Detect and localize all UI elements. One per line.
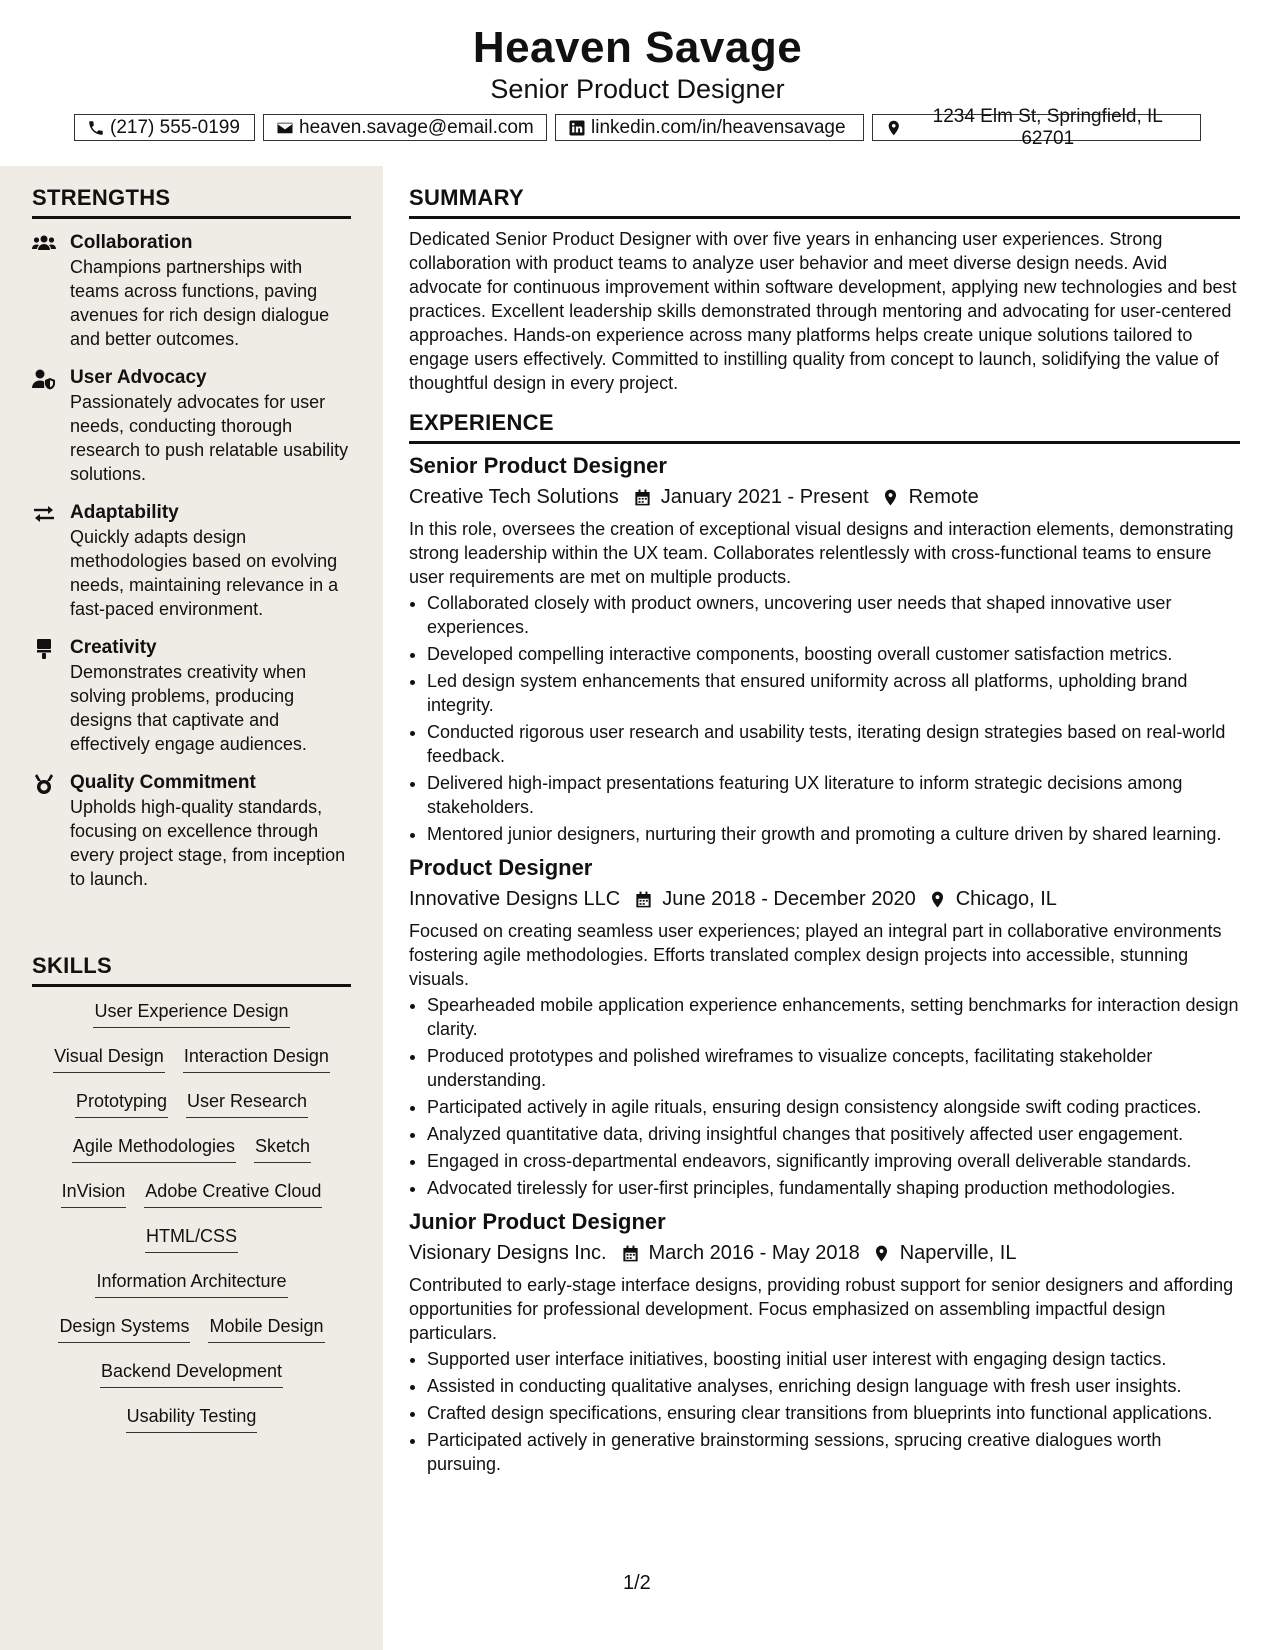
strength-item	[32, 771, 351, 891]
contact-bar	[0, 105, 1275, 149]
bullet-item: • Analyzed quantitative data, driving insightful changes that positively affected user engagement.	[427, 1122, 1240, 1146]
job-bullets	[409, 993, 1240, 1200]
strength-desc: Champions partnerships with teams across functions, paving avenues for rich design dialogue and better outcomes.	[70, 257, 330, 349]
strength-title: Creativity	[70, 637, 157, 658]
strength-title: Collaboration	[70, 232, 193, 253]
strengths-section	[32, 184, 351, 906]
skill-tag: Sketch	[254, 1134, 311, 1163]
skill-tag: Prototyping	[75, 1089, 168, 1118]
main-content	[409, 166, 1240, 1479]
skills-heading: SKILLS	[32, 952, 351, 987]
contact-address	[872, 105, 1201, 149]
strength-title: User Advocacy	[70, 367, 207, 388]
skill-tag: User Experience Design	[93, 999, 289, 1028]
calendar-icon	[621, 1244, 640, 1263]
job-entry	[409, 1208, 1240, 1476]
strength-item	[32, 636, 351, 756]
bullet-item: • Engaged in cross-departmental endeavors, significantly improving overall deliverable standards.	[427, 1149, 1240, 1173]
job-entry	[409, 854, 1240, 1200]
job-meta	[409, 1239, 1240, 1267]
strength-item	[32, 366, 351, 486]
job-title: Product Designer	[409, 855, 593, 880]
job-dates: June 2018 - December 2020	[662, 888, 916, 910]
strength-item	[32, 501, 351, 621]
skill-tag: Adobe Creative Cloud	[144, 1179, 322, 1208]
skill-tag: User Research	[186, 1089, 308, 1118]
calendar-icon	[633, 488, 652, 507]
skill-tag: Interaction Design	[183, 1044, 330, 1073]
job-bullets	[409, 591, 1240, 846]
contact-email	[263, 114, 547, 141]
envelope-icon	[276, 119, 294, 137]
bullet-item: • Developed compelling interactive components, boosting overall customer satisfaction metrics.	[427, 642, 1240, 666]
map-pin-icon	[881, 488, 900, 507]
job-company: Creative Tech Solutions	[409, 486, 619, 508]
user-shield-icon	[32, 368, 56, 390]
contact-phone-text: (217) 555-0199	[110, 116, 240, 138]
bullet-item: • Advocated tirelessly for user-first principles, fundamentally shaping production methodologies.	[427, 1176, 1240, 1200]
job-description: Focused on creating seamless user experiences; played an integral part in collaborative environments fostering agile methodologies. Efforts translated complex design projects into accessible, stunning visuals.	[409, 921, 1222, 989]
linkedin-icon	[568, 119, 586, 137]
skill-tag: Design Systems	[58, 1314, 190, 1343]
strength-title: Adaptability	[70, 502, 179, 523]
contact-phone	[74, 114, 255, 141]
bullet-item: • Assisted in conducting qualitative analyses, enriching design language with fresh user insights.	[427, 1374, 1240, 1398]
bullet-item: • Crafted design specifications, ensuring clear transitions from blueprints into functional applications.	[427, 1401, 1240, 1425]
skill-tag: Usability Testing	[126, 1404, 258, 1433]
job-description: Contributed to early-stage interface designs, providing robust support for senior designers and affording opportunities for professional development. Focus emphasized on assembling impactful design particulars.	[409, 1275, 1234, 1343]
candidate-name: Heaven Savage	[472, 23, 803, 72]
bullet-item: • Collaborated closely with product owners, uncovering user needs that shaped innovative user experiences.	[427, 591, 1240, 639]
phone-icon	[87, 119, 105, 137]
job-description: In this role, oversees the creation of exceptional visual designs and interaction elements, demonstrating strong leadership within the UX team. Collaborates relentlessly with cross-functional teams to ensure user requirements are met on multiple products.	[409, 519, 1234, 587]
strength-desc: Demonstrates creativity when solving problems, producing designs that captivate and effectively engage audiences.	[70, 662, 307, 754]
job-meta	[409, 885, 1240, 913]
job-title: Senior Product Designer	[409, 453, 667, 478]
bullet-item: • Mentored junior designers, nurturing their growth and promoting a culture driven by shared learning.	[427, 822, 1240, 846]
job-company: Innovative Designs LLC	[409, 888, 621, 910]
skill-tag: Agile Methodologies	[72, 1134, 236, 1163]
candidate-title: Senior Product Designer	[490, 74, 785, 104]
contact-address-text: 1234 Elm St, Springfield, IL 62701	[932, 105, 1163, 149]
experience-heading: EXPERIENCE	[409, 409, 1240, 444]
job-title: Junior Product Designer	[409, 1209, 666, 1234]
job-meta	[409, 483, 1240, 511]
strength-item	[32, 231, 351, 351]
job-dates: January 2021 - Present	[660, 486, 869, 508]
contact-linkedin-text: linkedin.com/in/heavensavage	[591, 116, 846, 138]
job-location: Naperville, IL	[899, 1242, 1017, 1264]
sidebar	[0, 166, 383, 1650]
bullet-item: • Led design system enhancements that ensured uniformity across all platforms, upholding brand integrity.	[427, 669, 1240, 717]
map-pin-icon	[872, 1244, 891, 1263]
job-entry	[409, 452, 1240, 846]
map-pin-icon	[885, 119, 903, 137]
skill-tag: Information Architecture	[95, 1269, 287, 1298]
strengths-heading: STRENGTHS	[32, 184, 351, 219]
strength-desc: Passionately advocates for user needs, conducting thorough research to push relatable usability solutions.	[70, 392, 349, 484]
award-icon	[32, 773, 56, 795]
bullet-item: • Conducted rigorous user research and usability tests, iterating design strategies based on real-world feedback.	[427, 720, 1240, 768]
strength-desc: Quickly adapts design methodologies based on evolving needs, maintaining relevance in a fast-paced environment.	[70, 527, 339, 619]
page-number: 1/2	[623, 1572, 651, 1594]
skills-section	[32, 952, 351, 1449]
job-location: Chicago, IL	[955, 888, 1057, 910]
bullet-item: • Delivered high-impact presentations featuring UX literature to inform strategic decisions among stakeholders.	[427, 771, 1240, 819]
bullet-item: • Participated actively in agile rituals, ensuring design consistency alongside swift coding practices.	[427, 1095, 1240, 1119]
summary-text: Dedicated Senior Product Designer with over five years in enhancing user experiences. Strong collaboration with product teams to analyze user behavior and meet diverse design needs. Avid advocate for continuous improvement within software development, applying new technologies and best practices. Excellent leadership skills demonstrated through mentoring and advocating for user-centered approaches. Hands-on experience across many platforms helps create unique solutions tailored to engage users effectively. Committed to instilling quality from concept to launch, solidifying the value of thoughtful design in every project.	[409, 229, 1237, 393]
bullet-item: • Spearheaded mobile application experience enhancements, setting benchmarks for interaction design clarity.	[427, 993, 1240, 1041]
users-icon	[32, 233, 56, 255]
skill-tag: HTML/CSS	[145, 1224, 238, 1253]
summary-heading: SUMMARY	[409, 184, 1240, 219]
strength-desc: Upholds high-quality standards, focusing on excellence through every project stage, from inception to launch.	[70, 797, 346, 889]
job-location: Remote	[908, 486, 979, 508]
skill-tag: Mobile Design	[208, 1314, 324, 1343]
resume-header	[0, 0, 1275, 166]
skill-tag: Backend Development	[100, 1359, 283, 1388]
bullet-item: • Produced prototypes and polished wireframes to visualize concepts, facilitating stakeholder understanding.	[427, 1044, 1240, 1092]
map-pin-icon	[928, 890, 947, 909]
job-company: Visionary Designs Inc.	[409, 1242, 607, 1264]
skill-tag: InVision	[61, 1179, 127, 1208]
strength-title: Quality Commitment	[70, 772, 256, 793]
bullet-item: • Supported user interface initiatives, boosting initial user interest with engaging design tactics.	[427, 1347, 1240, 1371]
skill-tag: Visual Design	[53, 1044, 165, 1073]
job-dates: March 2016 - May 2018	[648, 1242, 860, 1264]
paint-brush-icon	[32, 638, 56, 660]
job-bullets	[409, 1347, 1240, 1476]
calendar-icon	[634, 890, 653, 909]
contact-email-text: heaven.savage@email.com	[299, 116, 534, 138]
exchange-icon	[32, 503, 56, 525]
bullet-item: • Participated actively in generative brainstorming sessions, sprucing creative dialogues worth pursuing.	[427, 1428, 1240, 1476]
contact-linkedin	[555, 114, 864, 141]
